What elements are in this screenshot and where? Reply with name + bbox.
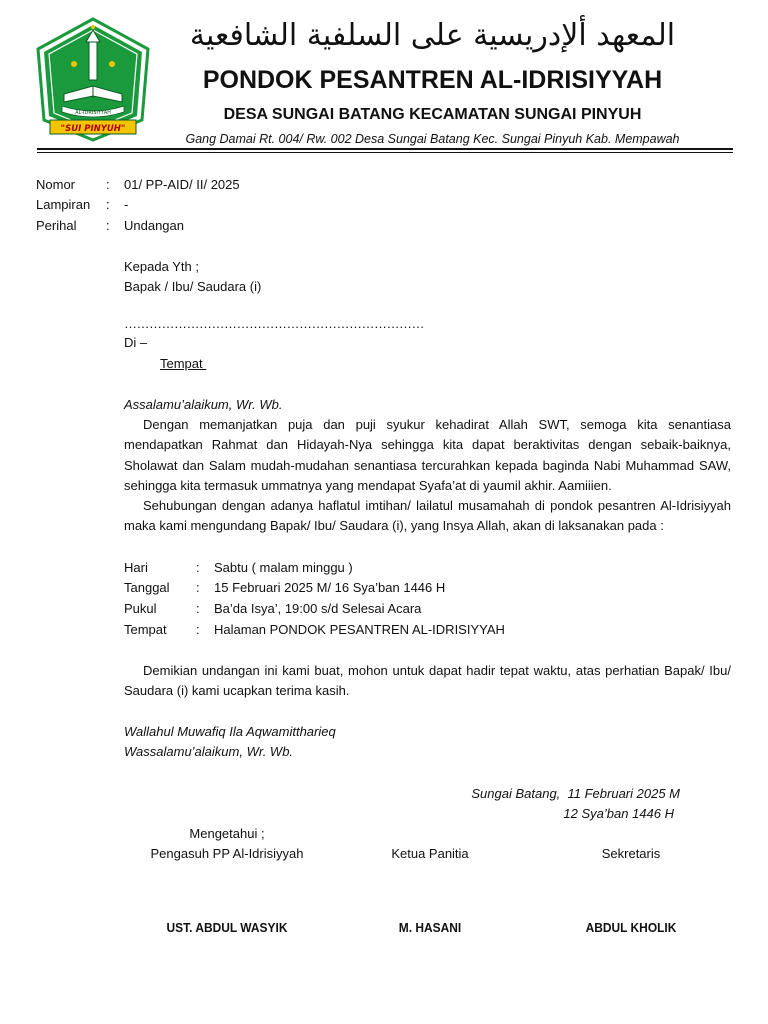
village-district: DESA SUNGAI BATANG KECAMATAN SUNGAI PINYUH: [223, 106, 642, 123]
schedule-sep: :: [196, 601, 200, 616]
logo-banner-text: "SUI PINYUH": [60, 124, 126, 134]
paragraph-invitation: Sehubungan dengan adanya haflatul imtihan/ lailatul musamahah di pondok pesantren Al-Idrisiyyah maka kami mengundang Bapak/ Ibu/ Saudara (i), yang Insya Allah, akan di laksanakan pada :: [124, 498, 731, 534]
meta-sep: :: [106, 177, 110, 192]
meta-label-perihal: Perihal: [36, 218, 77, 233]
recipient-di: Di –: [124, 335, 148, 350]
opening-greeting: Assalamu’alaikum, Wr. Wb.: [124, 397, 283, 412]
meta-value-nomor: 01/ PP-AID/ II/ 2025: [124, 177, 240, 192]
schedule-value-hari: Sabtu ( malam minggu ): [214, 560, 353, 575]
meta-sep: :: [106, 218, 110, 233]
letter-date-gregorian: Sungai Batang, 11 Februari 2025 M: [471, 786, 680, 801]
schedule-value-tanggal: 15 Februari 2025 M/ 16 Sya’ban 1446 H: [214, 580, 446, 595]
school-address: Gang Damai Rt. 004/ Rw. 002 Desa Sungai Batang Kec. Sungai Pinyuh Kab. Mempawah: [185, 132, 680, 146]
signature-name-pengasuh: UST. ABDUL WASYIK: [166, 920, 288, 935]
schedule-sep: :: [196, 622, 200, 637]
recipient-line1: Kepada Yth ;: [124, 259, 199, 274]
signature-role-sekretaris: Sekretaris: [601, 846, 661, 861]
schedule-value-pukul: Ba’da Isya’, 19:00 s/d Selesai Acara: [214, 601, 422, 616]
recipient-line2: Bapak / Ibu/ Saudara (i): [124, 279, 262, 294]
arabic-school-title: المعهد ألإدريسية على السلفية الشافعية: [189, 18, 676, 53]
logo-ribbon-text: AL-IDRISIYYAH: [75, 110, 111, 116]
schedule-label-pukul: Pukul: [124, 601, 157, 616]
header-rule-thick: [37, 148, 733, 150]
paragraph-closing: Demikian undangan ini kami buat, mohon untuk dapat hadir tepat waktu, atas perhatian Bapak/ Ibu/ Saudara (i) kami ucapkan terima kasih.: [124, 663, 731, 699]
schedule-value-tempat: Halaman PONDOK PESANTREN AL-IDRISIYYAH: [214, 622, 505, 637]
closing-salam: Wassalamu’alaikum, Wr. Wb.: [124, 744, 294, 759]
meta-label-nomor: Nomor: [36, 177, 76, 192]
school-name: PONDOK PESANTREN AL-IDRISIYYAH: [202, 66, 663, 94]
recipient-name-placeholder: ………………………………………………………………: [124, 316, 424, 331]
letter-date-hijri: 12 Sya’ban 1446 H: [563, 806, 674, 821]
school-logo-emblem: [34, 16, 152, 142]
signature-name-sekretaris: ABDUL KHOLIK: [585, 920, 677, 935]
schedule-sep: :: [196, 560, 200, 575]
schedule-sep: :: [196, 580, 200, 595]
signature-acknowledged: Mengetahui ;: [189, 826, 265, 841]
signature-role-ketua: Ketua Panitia: [391, 846, 469, 861]
schedule-label-tanggal: Tanggal: [124, 580, 170, 595]
meta-value-perihal: Undangan: [124, 218, 184, 233]
paragraph-opening: Dengan memanjatkan puja dan puji syukur kehadirat Allah SWT, semoga kita senantiasa mendapatkan Rahmat dan Hidayah-Nya sehingga kita dapat beraktivitas dengan sebaik-baiknya, Sholawat dan Salam mudah-mudahan senantiasa tercurahkan kepada baginda Nabi Muhammad SAW, sehingga kita termasuk ummatnya yang mendapat Syafa’at di yaumil akhir. Aamiiien.: [124, 417, 731, 493]
meta-value-lampiran: -: [124, 197, 129, 212]
schedule-label-hari: Hari: [124, 560, 148, 575]
signature-role-pengasuh: Pengasuh PP Al-Idrisiyyah: [150, 846, 304, 861]
meta-label-lampiran: Lampiran: [36, 197, 91, 212]
header-rule-thin: [37, 152, 733, 153]
closing-prayer: Wallahul Muwafiq Ila Aqwamittharieq: [124, 724, 336, 739]
meta-sep: :: [106, 197, 110, 212]
schedule-label-tempat: Tempat: [124, 622, 167, 637]
recipient-tempat: Tempat: [160, 356, 207, 371]
signature-name-ketua: M. HASANI: [398, 920, 462, 935]
